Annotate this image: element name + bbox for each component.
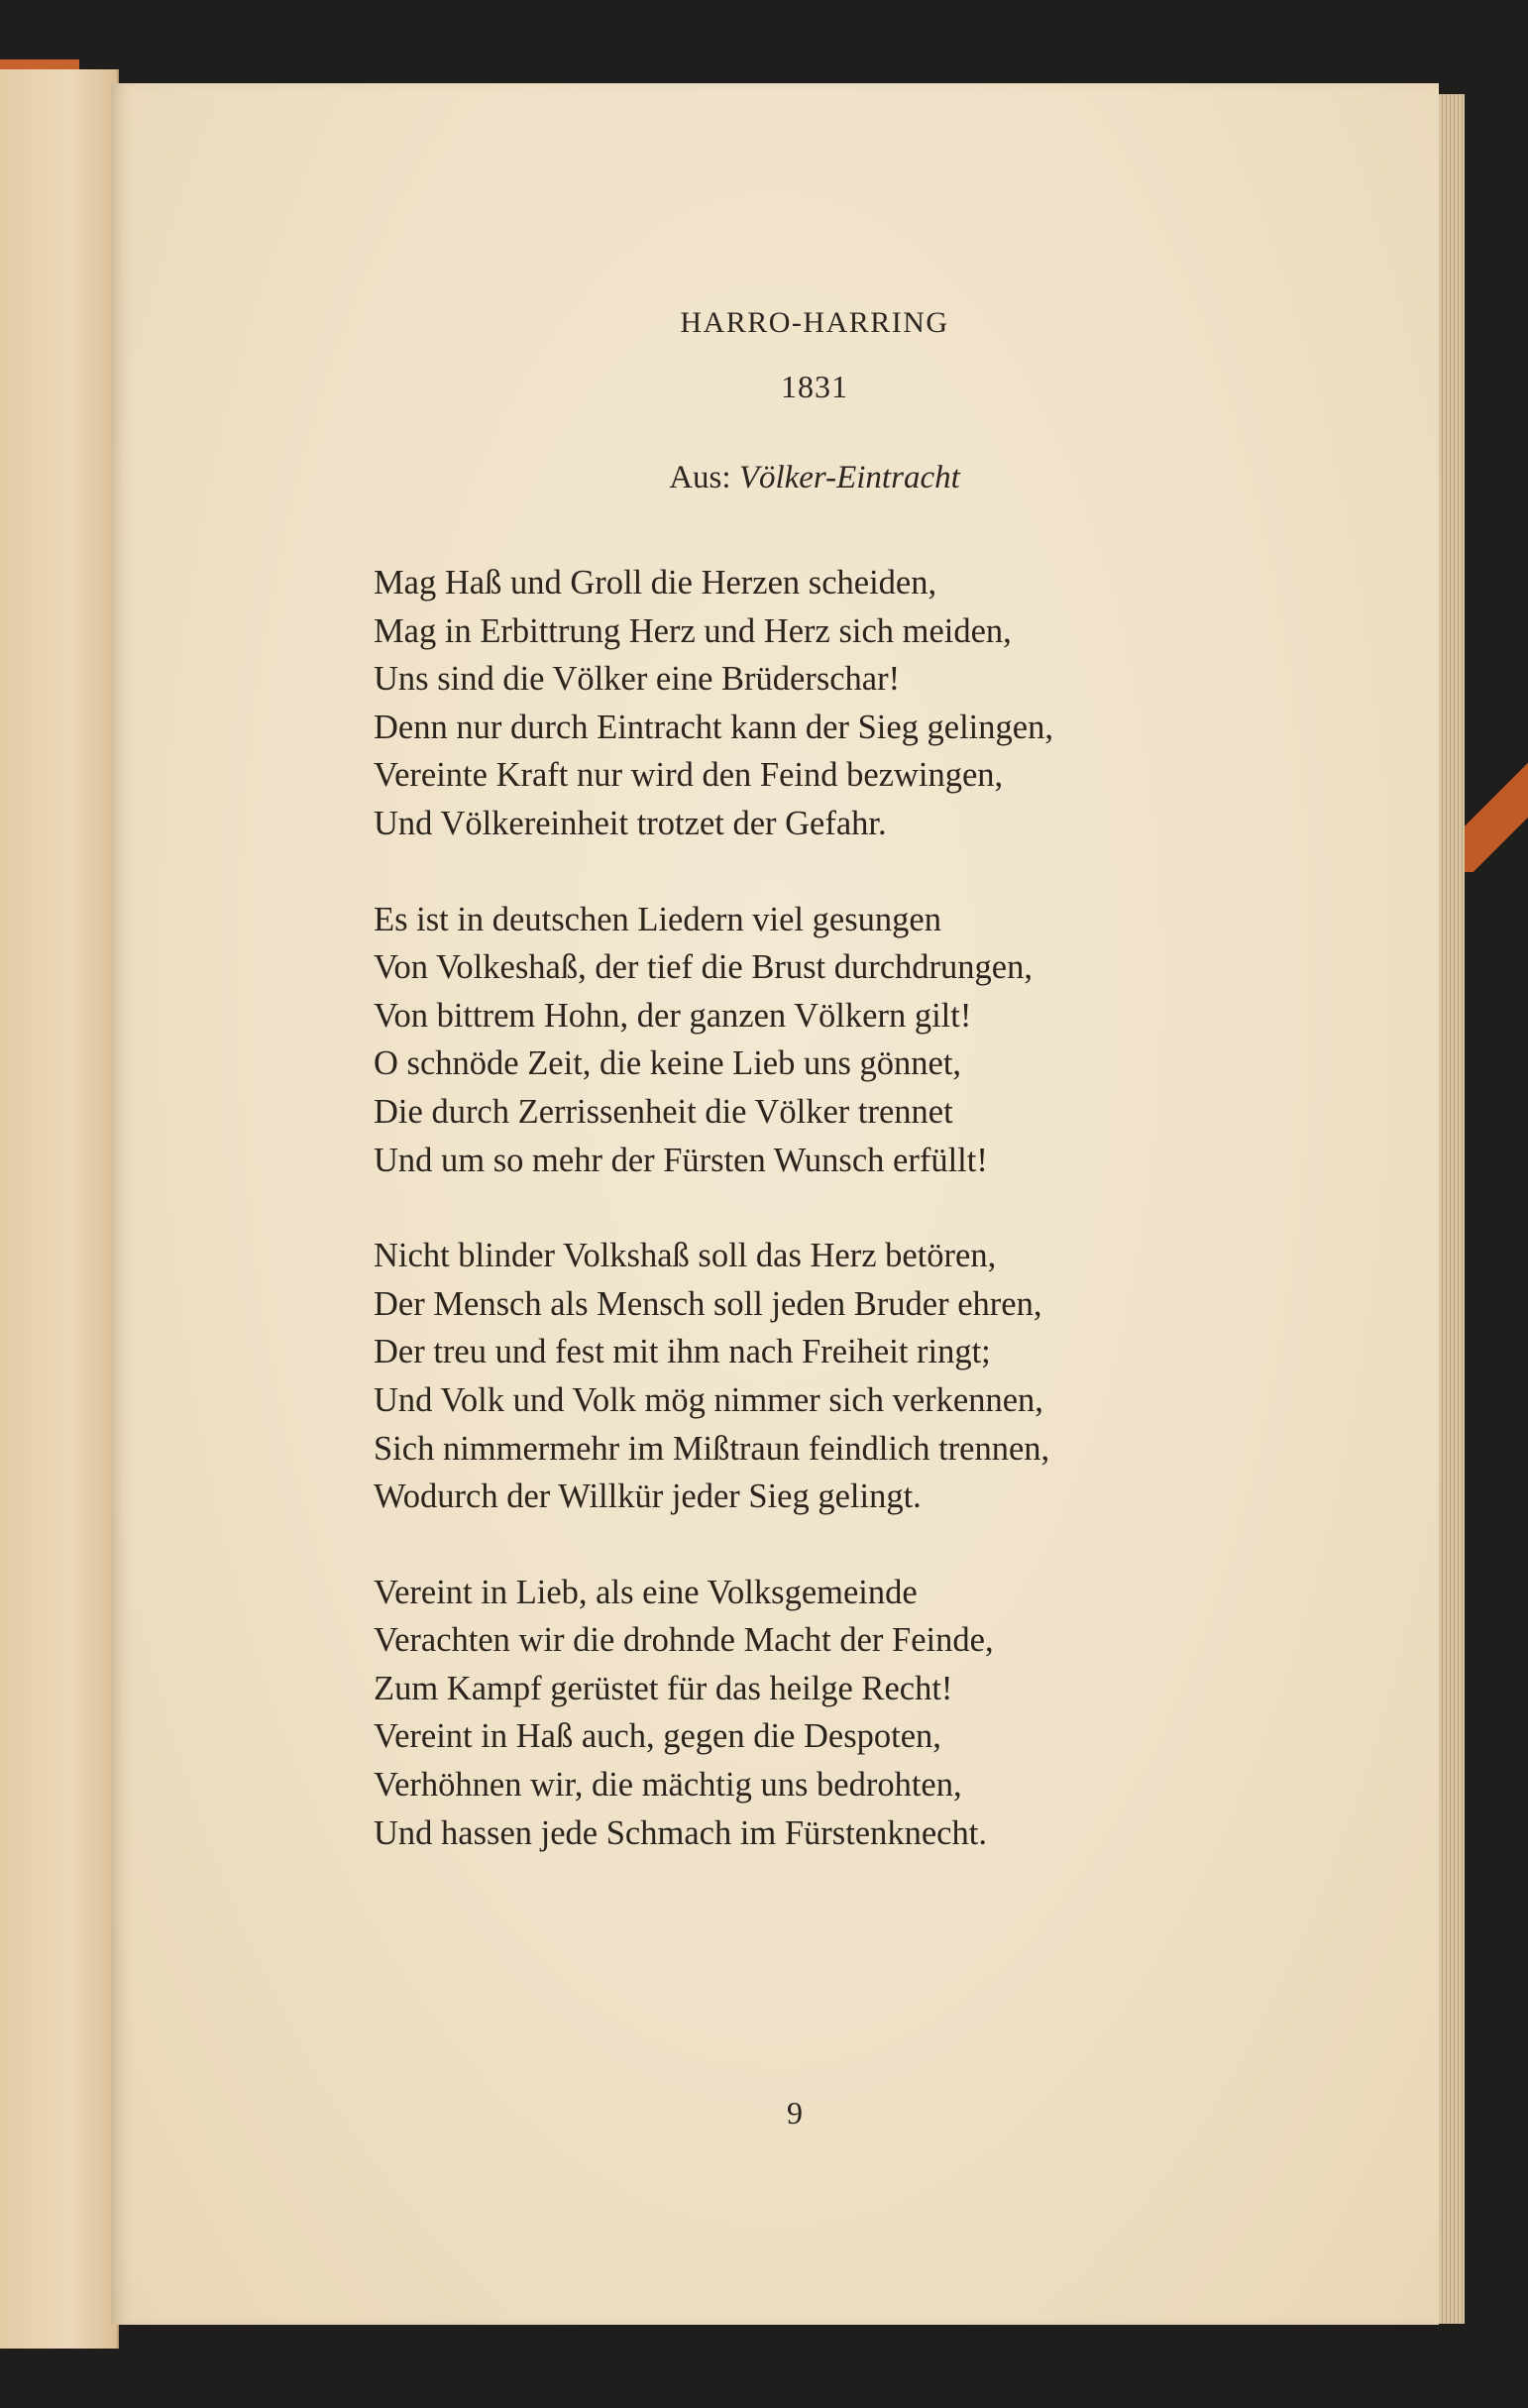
- poem-line: Wodurch der Willkür jeder Sieg gelingt.: [374, 1478, 922, 1516]
- author-heading: HARRO-HARRING: [680, 306, 949, 339]
- poem-line: Verhöhnen wir, die mächtig uns bedrohten,: [374, 1766, 962, 1805]
- poem-line: Vereint in Lieb, als eine Volksgemeinde: [374, 1573, 918, 1611]
- source-heading: [151, 460, 1478, 496]
- poem-line: Der treu und fest mit ihm nach Freiheit ringt;: [374, 1333, 991, 1371]
- book-page: [111, 83, 1439, 2325]
- poem-line: Und hassen jede Schmach im Fürstenknecht.: [374, 1813, 987, 1852]
- poem-line: Denn nur durch Eintracht kann der Sieg gelingen,: [374, 708, 1053, 746]
- poem-line: Verachten wir die drohnde Macht der Feinde,: [374, 1621, 994, 1660]
- poem-line: Von Volkeshaß, der tief die Brust durchdrungen,: [374, 948, 1033, 987]
- stanza-2: [374, 896, 1424, 1185]
- stanza-4: [374, 1569, 1424, 1858]
- stanza-1: [374, 559, 1424, 848]
- poem: [374, 559, 1424, 1905]
- poem-line: Von bittrem Hohn, der ganzen Völkern gilt!: [374, 996, 972, 1035]
- poem-line: Es ist in deutschen Liedern viel gesungen: [374, 900, 941, 938]
- poem-line: Mag Haß und Groll die Herzen scheiden,: [374, 564, 937, 602]
- poem-line: Sich nimmermehr im Mißtraun feindlich trennen,: [374, 1429, 1050, 1468]
- poem-line: Vereint in Haß auch, gegen die Despoten,: [374, 1717, 941, 1756]
- poem-line: Die durch Zerrissenheit die Völker trennet: [374, 1092, 953, 1131]
- page-number: 9: [787, 2095, 803, 2131]
- stanza-3: [374, 1232, 1424, 1521]
- year-heading: 1831: [781, 369, 848, 404]
- poem-line: Nicht blinder Volkshaß soll das Herz betören,: [374, 1237, 997, 1275]
- source-prefix: Aus:: [669, 460, 739, 495]
- poem-line: Und Volk und Volk mög nimmer sich verkennen,: [374, 1380, 1043, 1419]
- poem-line: O schnöde Zeit, die keine Lieb uns gönnet,: [374, 1044, 962, 1083]
- source-title: Völker-Eintracht: [738, 460, 960, 495]
- poem-line: Und Völkereinheit trotzet der Gefahr.: [374, 804, 887, 842]
- poem-line: Zum Kampf gerüstet für das heilge Recht!: [374, 1669, 953, 1707]
- book-cover-corner: [1465, 753, 1528, 872]
- left-page-edge: [0, 69, 119, 2349]
- poem-line: Mag in Erbittrung Herz und Herz sich meiden,: [374, 611, 1012, 650]
- poem-line: Und um so mehr der Fürsten Wunsch erfüllt!: [374, 1141, 988, 1179]
- poem-line: Uns sind die Völker eine Brüderschar!: [374, 660, 901, 699]
- page-edges-right: [1435, 94, 1465, 2324]
- poem-line: Vereinte Kraft nur wird den Feind bezwingen,: [374, 756, 1004, 795]
- poem-line: Der Mensch als Mensch soll jeden Bruder ehren,: [374, 1284, 1042, 1323]
